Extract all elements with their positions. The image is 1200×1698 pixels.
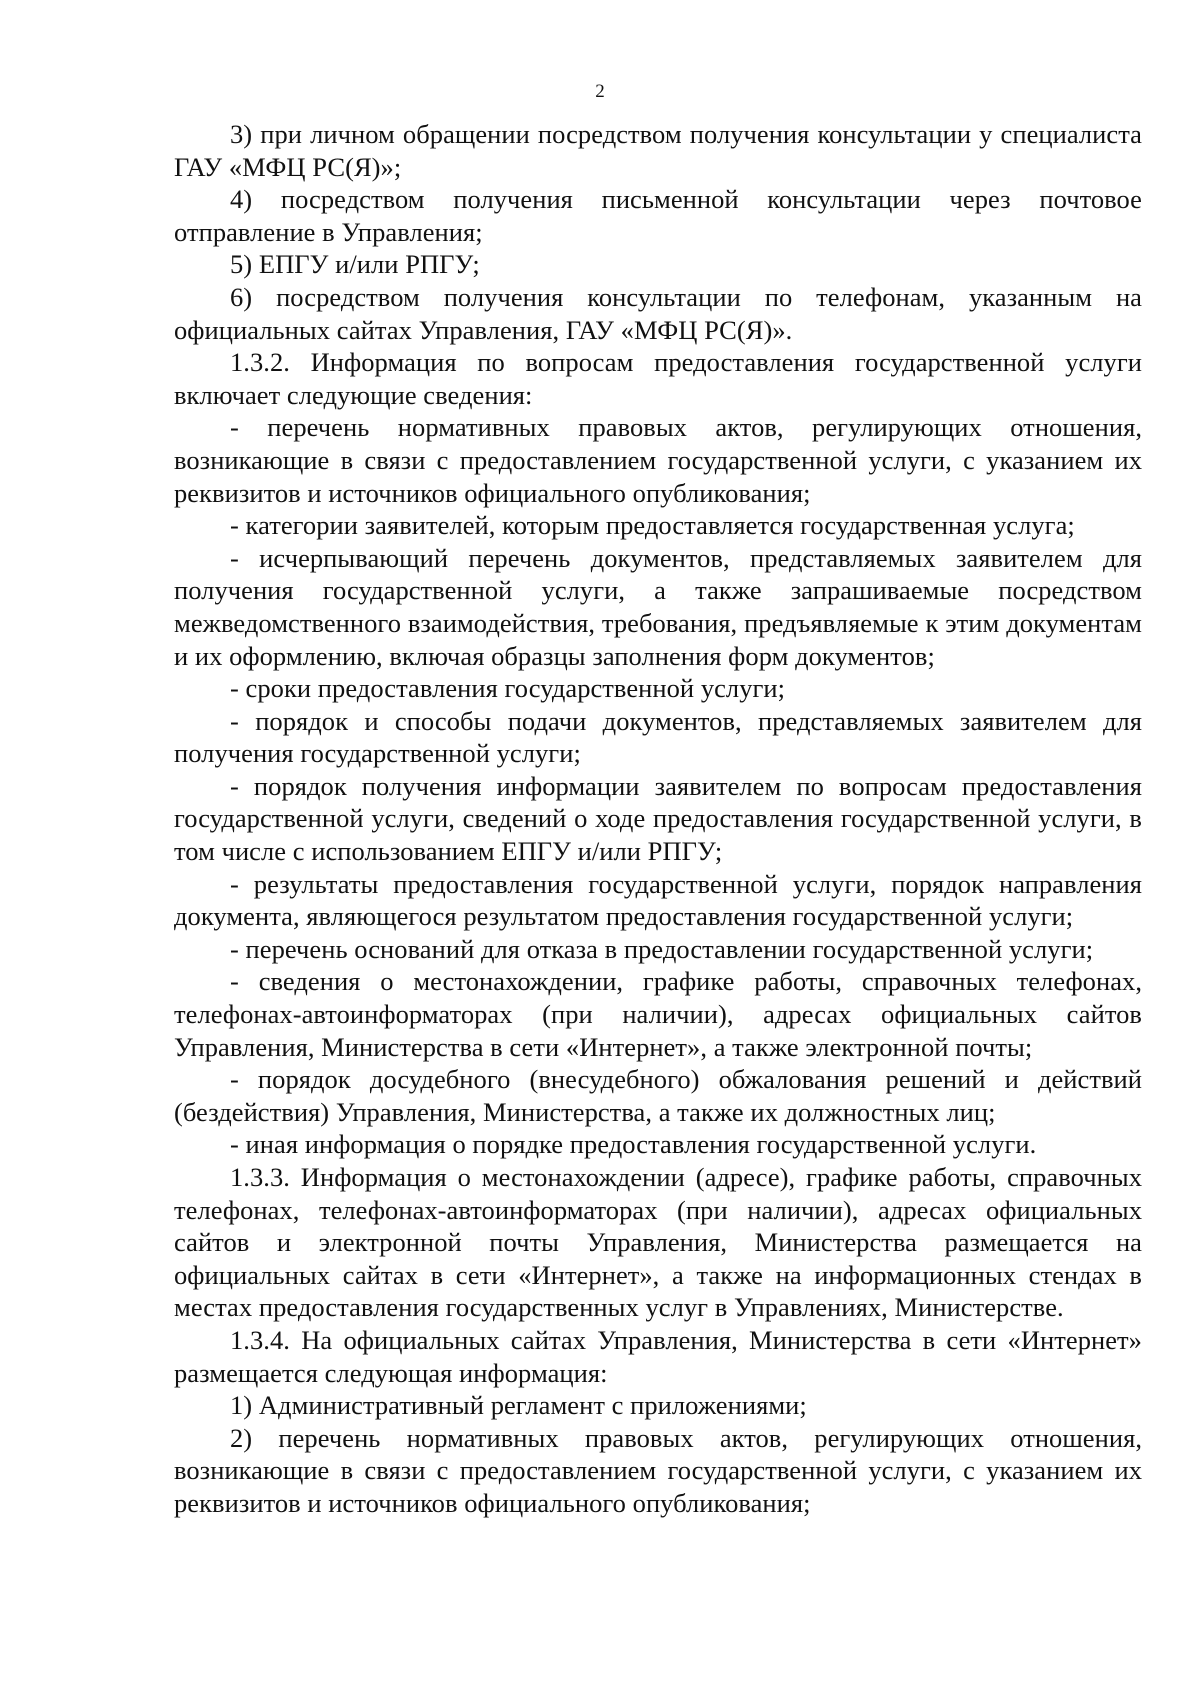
page-number: 2: [595, 81, 605, 102]
paragraph: - сведения о местонахождении, графике работы, справочных телефонах, телефонах-автоинформаторах (при наличии), адресах официальных сайтов Управления, Министерства в сети «Интернет», а также электронной почты;: [174, 966, 1142, 1062]
paragraph: - категории заявителей, которым предоставляется государственная услуга;: [230, 510, 1075, 541]
paragraph: - сроки предоставления государственной услуги;: [230, 673, 786, 704]
paragraph: 1.3.4. На официальных сайтах Управления, Министерства в сети «Интернет» размещается следующая информация:: [174, 1324, 1142, 1388]
paragraph: 1) Административный регламент с приложениями;: [230, 1390, 807, 1421]
paragraph: - иная информация о порядке предоставления государственной услуги.: [230, 1129, 1037, 1160]
paragraph: 3) при личном обращении посредством получения консультации у специалиста ГАУ «МФЦ РС(Я)»;: [174, 119, 1142, 182]
document-body: [174, 118, 1142, 1520]
paragraph: - перечень оснований для отказа в предоставлении государственной услуги;: [230, 933, 1094, 964]
paragraph: - порядок получения информации заявителем по вопросам предоставления государственной услуги, сведений о ходе предоставления государственной услуги, в том числе с использованием ЕПГУ и/или РПГУ;: [174, 770, 1142, 867]
paragraph: - исчерпывающий перечень документов, представляемых заявителем для получения государственной услуги, а также запрашиваемые посредством межведомственного взаимодействия, требования, предъявляемые к этим документам и их оформлению, включая образцы заполнения форм документов;: [174, 542, 1142, 671]
paragraph: 6) посредством получения консультации по телефонам, указанным на официальных сайтах Управления, ГАУ «МФЦ РС(Я)».: [174, 281, 1142, 345]
paragraph: - порядок досудебного (внесудебного) обжалования решений и действий (бездействия) Управления, Министерства, а также их должностных лиц;: [174, 1064, 1142, 1127]
paragraph: 4) посредством получения письменной консультации через почтовое отправление в Управления;: [174, 184, 1142, 247]
paragraph: 2) перечень нормативных правовых актов, регулирующих отношения, возникающие в связи с предоставлением государственной услуги, с указанием их реквизитов и источников официального опубликования;: [174, 1422, 1142, 1518]
paragraph: 5) ЕПГУ и/или РПГУ;: [230, 249, 480, 280]
paragraph: 1.3.2. Информация по вопросам предоставления государственной услуги включает следующие сведения:: [174, 347, 1142, 410]
paragraph: - перечень нормативных правовых актов, регулирующих отношения, возникающие в связи с предоставлением государственной услуги, с указанием их реквизитов и источников официального опубликования;: [174, 412, 1142, 508]
paragraph: 1.3.3. Информация о местонахождении (адресе), графике работы, справочных телефонах, телефонах-автоинформаторах (при наличии), адресах официальных сайтов и электронной почты Управления, Министерства размещается на официальных сайтах в сети «Интернет», а также на информационных стендах в местах предоставления государственных услуг в Управлениях, Министерстве.: [174, 1162, 1142, 1323]
paragraph: - порядок и способы подачи документов, представляемых заявителем для получения государственной услуги;: [174, 705, 1142, 769]
paragraph: - результаты предоставления государственной услуги, порядок направления документа, являющегося результатом предоставления государственной услуги;: [174, 868, 1142, 932]
